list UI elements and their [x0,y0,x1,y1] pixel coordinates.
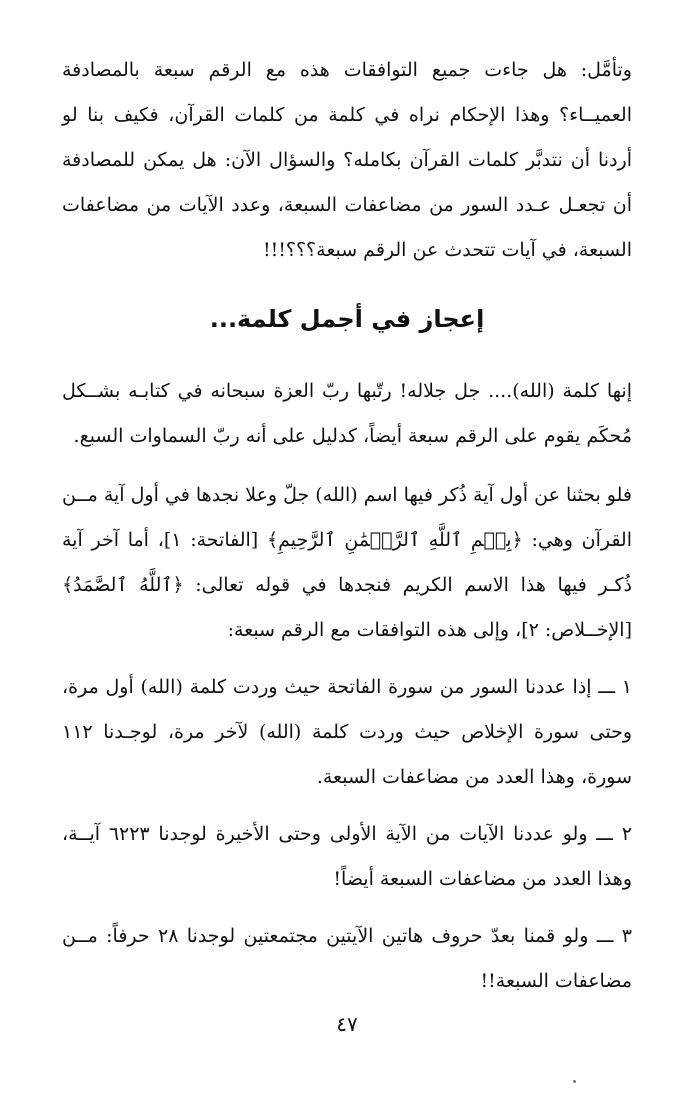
page-content [62,48,632,1004]
list-item-3: ٣ ـــ ولو قمنا بعدّ حروف هاتين الآيتين مجتمعتين لوجدنا ٢٨ حرفاً: مــن مضاعفات السبعة!! [62,925,632,992]
intro-paragraph: وتأمَّل: هل جاءت جميع التوافقات هذه مع الرقم سبعة بالمصادفة العميــاء؟ وهذا الإحكام نراه في كلمة من كلمات القرآن، فكيف بنا لو أردنا أن نتدبَّر كلمات القرآن بكامله؟ والسؤال الآن: هل يمكن للمصادفة أن تجعـل عـدد السور من مضاعفات السبعة، وعدد الآيات من مضاعفات السبعة، في آيات تتحدث عن الرقم سبعة؟؟؟!!! [62,59,632,261]
list-item-1: ١ ـــ إذا عددنا السور من سورة الفاتحة حيث وردت كلمة (الله) أول مرة، وحتى سورة الإخلاص حيث وردت كلمة (الله) لآخر مرة، لوجـدنا ١١٢ سورة، وهذا العدد من مضاعفات السبعة. [62,676,632,788]
list-item-2: ٢ ـــ ولو عددنا الآيات من الآية الأولى وحتى الأخيرة لوجدنا ٦٢٢٣ آيــة، وهذا العدد من مضاعفات السبعة أيضاً! [62,823,632,890]
page-number: ٤٧ [336,1012,358,1036]
section-heading: إعجاز في أجمل كلمة... [209,305,485,333]
body-paragraph-1: إنها كلمة (الله).... جل جلاله! رتّبها ربّ العزة سبحانه في كتابـه بشــكل مُحكَم يقوم على الرقم سبعة أيضاً، كدليل على أنه ربّ السماوات السبع. [62,380,632,447]
scan-speck [573,1080,576,1083]
body-paragraph-2: فلو بحثنا عن أول آية ذُكر فيها اسم (الله) جلّ وعلا نجدها في أول آية مــن القرآن وهي: ﴿بِسۡمِ ٱللَّهِ ٱلرَّحۡمَٰنِ ٱلرَّحِيمِ﴾ [الفاتحة: ١]، أما آخر آية ذُكـر فيها هذا الاسم الكريم فنجدها في قوله تعالى: ﴿ٱللَّهُ ٱلصَّمَدُ﴾ [الإخــلاص: ٢]، وإلى هذه التوافقات مع الرقم سبعة: [62,484,633,641]
